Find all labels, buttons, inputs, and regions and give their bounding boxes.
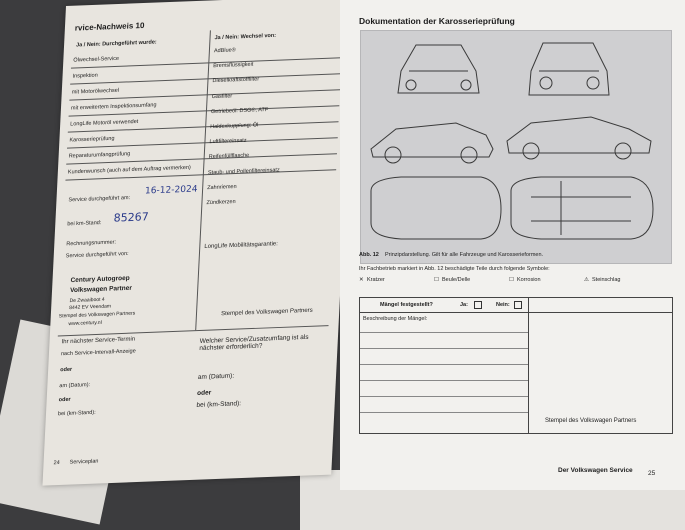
stamp-label-left: Stempel des Volkswagen Partners xyxy=(220,307,313,318)
legend-symbol-icon: ⚠ xyxy=(584,277,589,283)
performed-item[interactable]: Ölwechsel-Service xyxy=(73,55,120,64)
footer-left: Serviceplan xyxy=(69,458,99,466)
legend-label: Kratzer xyxy=(367,277,385,283)
page-number-right: 25 xyxy=(648,470,656,477)
dealer-line: De Zwaaiboot 4 xyxy=(69,296,105,305)
figure-text: Prinzipdarstellung. Gilt für alle Fahrzeuge und Karosserieformen. xyxy=(385,252,544,258)
km-value: 85267 xyxy=(113,210,150,225)
next-service-option: nach Service-Intervall-Anzeige xyxy=(60,348,136,358)
oder-label-right: oder xyxy=(196,389,212,397)
service-date-value: 16-12-2024 xyxy=(144,184,198,197)
footer-right: Der Volkswagen Service xyxy=(558,467,633,474)
header-performed: Ja / Nein: Durchgeführt wurde: xyxy=(75,39,157,49)
oder-label: oder xyxy=(58,396,71,404)
description-line xyxy=(360,332,528,333)
right-page-title: Dokumentation der Karosserieprüfung xyxy=(359,16,515,26)
left-page xyxy=(42,0,354,486)
ja-checkbox[interactable] xyxy=(474,301,482,309)
changed-item[interactable]: Gasfilter xyxy=(211,92,233,100)
stamp-label-right: Stempel des Volkswagen Partners xyxy=(545,418,637,424)
row-divider xyxy=(70,73,341,84)
km-label: bei km-Stand: xyxy=(67,220,102,228)
table-divider xyxy=(360,312,672,313)
left-page-title: rvice-Nachweis 10 xyxy=(74,20,145,33)
changed-item[interactable]: Dieselkraftstofffilter xyxy=(212,76,260,85)
vehicle-diagram xyxy=(360,30,672,264)
page-number-left: 24 xyxy=(53,460,60,467)
performed-item[interactable]: mit Motorölwechsel xyxy=(71,87,120,96)
performed-item[interactable]: mit erweitertem Inspektionsumfang xyxy=(70,102,157,112)
instruction-text: Ihr Fachbetrieb markiert in Abb. 12 beschädigte Teile durch folgende Symbole: xyxy=(359,266,550,272)
changed-item[interactable]: Reifenfüllflasche xyxy=(208,152,250,161)
legend-label: Steinschlag xyxy=(592,277,621,283)
column-divider xyxy=(195,30,211,330)
changed-item[interactable]: Luftfiltereinsatz xyxy=(209,137,247,146)
figure-caption: Abb. 12 xyxy=(359,252,379,258)
description-line xyxy=(360,380,528,381)
service-date-label: Service durchgeführt am: xyxy=(68,195,131,204)
oder-label: oder xyxy=(59,366,73,374)
dealer-line: www.century.nl xyxy=(68,319,102,328)
defects-table xyxy=(359,297,673,434)
car-outlines-icon xyxy=(361,31,671,263)
performed-item[interactable]: Inspektion xyxy=(72,72,98,80)
km-stand-label-right: bei (km-Stand): xyxy=(196,400,242,409)
mobility-label: LongLife Mobilitätsgarantie: xyxy=(204,241,279,251)
changed-item[interactable]: Haldexkupplung: Öl xyxy=(210,122,259,131)
dealer-line: Stempel des Volkswagen Partners xyxy=(58,310,136,320)
km-stand-label: bei (km-Stand): xyxy=(57,409,96,418)
dealer-line: 8442 EV Veendam xyxy=(69,303,112,312)
description-label: Beschreibung der Mängel: xyxy=(363,316,428,322)
nein-checkbox[interactable] xyxy=(514,301,522,309)
next-service-title: Ihr nächster Service-Termin xyxy=(61,336,136,346)
date-label-right: am (Datum): xyxy=(197,372,235,381)
legend-label: Korrosion xyxy=(517,277,541,283)
performed-item[interactable]: LongLife Motoröl verwendet xyxy=(70,118,139,128)
performed-item[interactable]: Kundenwunsch (auch auf dem Auftrag vermerken) xyxy=(67,164,191,176)
performed-item[interactable]: Reparaturumfangprüfung xyxy=(68,151,131,160)
nein-label: Nein: xyxy=(496,302,510,308)
performed-by-label: Service durchgeführt von: xyxy=(65,250,129,260)
changed-item[interactable]: Zündkerzen xyxy=(206,198,236,207)
legend-label: Beule/Delle xyxy=(442,277,471,283)
dealer-line: Volkswagen Partner xyxy=(69,284,133,295)
performed-item[interactable]: Karosserieprüfung xyxy=(69,135,115,144)
dealer-line: Century Autogroep xyxy=(70,274,130,285)
changed-item[interactable]: Getriebeöl: DSG®, ATF xyxy=(210,106,269,115)
legend-symbol-icon: ☐ xyxy=(434,277,439,283)
right-page xyxy=(340,0,685,490)
changed-item[interactable]: Bremsflüssigkeit xyxy=(213,61,254,70)
defects-label: Mängel festgestellt? xyxy=(380,302,433,308)
table-column-divider xyxy=(528,298,529,433)
legend-symbol-icon: ☐ xyxy=(509,277,514,283)
description-line xyxy=(360,364,528,365)
description-line xyxy=(360,348,528,349)
date-label: am (Datum): xyxy=(59,382,91,390)
other-service-label: Welcher Service/Zusatzumfang ist als nächster erforderlich? xyxy=(199,333,309,352)
changed-item[interactable]: Staub- und Pollenfiltereinsatz xyxy=(207,166,280,176)
ja-label: Ja: xyxy=(460,302,468,308)
legend-symbol-icon: ✕ xyxy=(359,277,364,283)
changed-item[interactable]: Zahnriemen xyxy=(207,183,237,191)
description-line xyxy=(360,396,528,397)
header-changed: Ja / Nein: Wechsel von: xyxy=(214,32,277,42)
changed-item[interactable]: AdBlue® xyxy=(213,47,236,55)
description-line xyxy=(360,412,528,413)
invoice-label: Rechnungsnummer: xyxy=(66,239,117,248)
